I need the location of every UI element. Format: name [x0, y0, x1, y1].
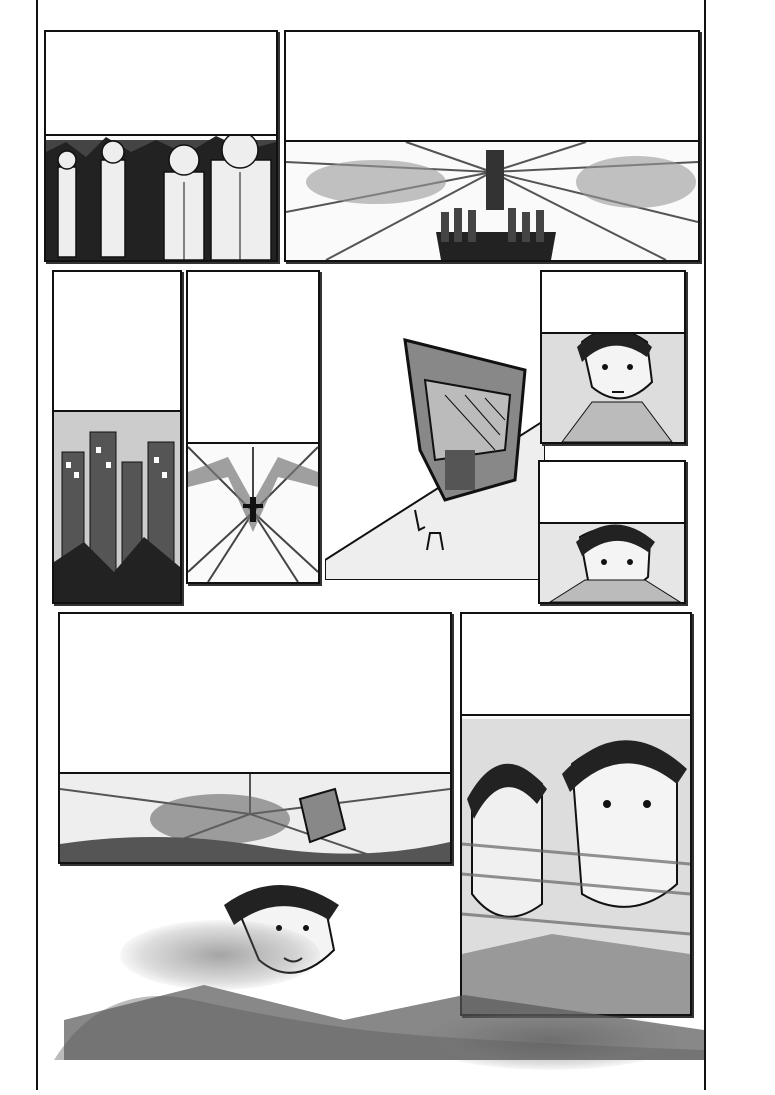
caption-strong-light [462, 614, 690, 716]
panel-2-ritual [284, 30, 700, 262]
panel-7-school-trip [58, 612, 452, 864]
panel-5-me [540, 270, 686, 444]
caption-school-trip [60, 614, 450, 774]
panel-4-hope [186, 270, 320, 584]
smudge-shadow-2 [420, 1010, 680, 1070]
caption-prophets [46, 32, 276, 136]
smudge-shadow-1 [120, 920, 320, 990]
page-border-left [36, 0, 38, 1090]
bus-pointer-lines [405, 505, 465, 565]
caption-city [54, 272, 180, 412]
panel-1-prophets [44, 30, 278, 262]
caption-ritual [286, 32, 698, 142]
panel-3-city [52, 270, 182, 604]
caption-me [542, 272, 684, 334]
caption-hope [188, 272, 318, 444]
caption-marco [540, 462, 684, 524]
page-border-right [704, 0, 706, 1090]
panel-6-marco [538, 460, 686, 604]
